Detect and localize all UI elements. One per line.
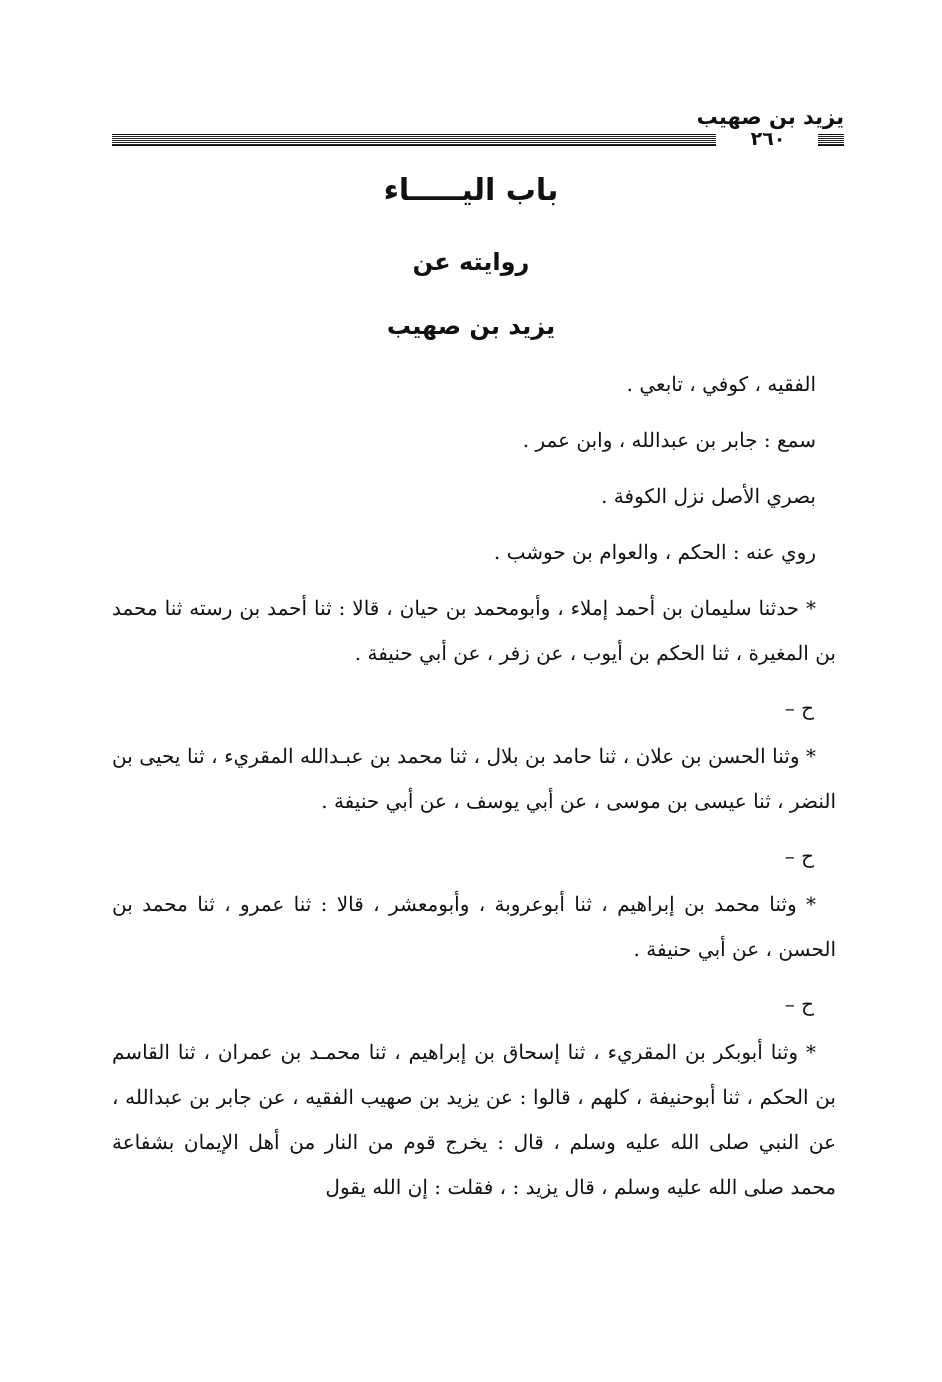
running-header (108, 104, 844, 152)
header-rule (108, 128, 844, 150)
chapter-title: باب اليـــــاء (383, 173, 559, 208)
header-rule-right (818, 134, 844, 146)
tahwil-mark: ح – (784, 696, 814, 720)
intro-line: بصري الأصل نزل الكوفة . (601, 484, 816, 508)
hadith-paragraph: * وثنا محمد بن إبراهيم ، ثنا أبوعروبة ، وأبومعشر ، قالا : ثنا عمرو ، ثنا محمد بن الحسن ، عن أبي حنيفة . (112, 892, 836, 961)
hadith-paragraph: * وثنا أبوبكر بن المقريء ، ثنا إسحاق بن إبراهيم ، ثنا محمـد بن عمران ، ثنا القاسم بن الحكم ، ثنا أبوحنيفة ، كلهم ، قالوا : عن يزيد بن صهيب الفقيه ، عن جابر بن عبدالله ، عن النبي صلى الله عليه وسلم ، قال : يخرج قوم من النار من أهل الإيمان بشفاعة محمد صلى الله عليه وسلم ، قال يزيد : ، فقلت : إن الله يقول (112, 1040, 837, 1199)
narrator-title: يزيد بن صهيب (386, 312, 556, 340)
section-subtitle: روايته عن (412, 248, 530, 276)
intro-line: سمع : جابر بن عبدالله ، وابن عمر . (522, 428, 816, 452)
hadith-paragraph: * حدثنا سليمان بن أحمد إملاء ، وأبومحمد بن حيان ، قالا : ثنا أحمد بن رسته ثنا محمد بن المغيرة ، ثنا الحكم بن أيوب ، عن زفر ، عن أبي حنيفة . (112, 596, 836, 665)
intro-line: روي عنه : الحكم ، والعوام بن حوشب . (493, 540, 816, 564)
tahwil-mark: ح – (784, 844, 814, 868)
hadith-paragraph: * وثنا الحسن بن علان ، ثنا حامد بن بلال ، ثنا محمد بن عبـدالله المقريء ، ثنا يحيى بن النضر ، ثنا عيسى بن موسى ، عن أبي يوسف ، عن أبي حنيفة . (112, 744, 836, 813)
tahwil-mark: ح – (784, 992, 814, 1016)
page-number: ٢٦٠ (750, 128, 786, 150)
running-title: يزيد بن صهيب (696, 105, 844, 129)
main-text (112, 362, 836, 1210)
header-rule-left (112, 134, 716, 146)
intro-line: الفقيه ، كوفي ، تابعي . (626, 372, 816, 396)
